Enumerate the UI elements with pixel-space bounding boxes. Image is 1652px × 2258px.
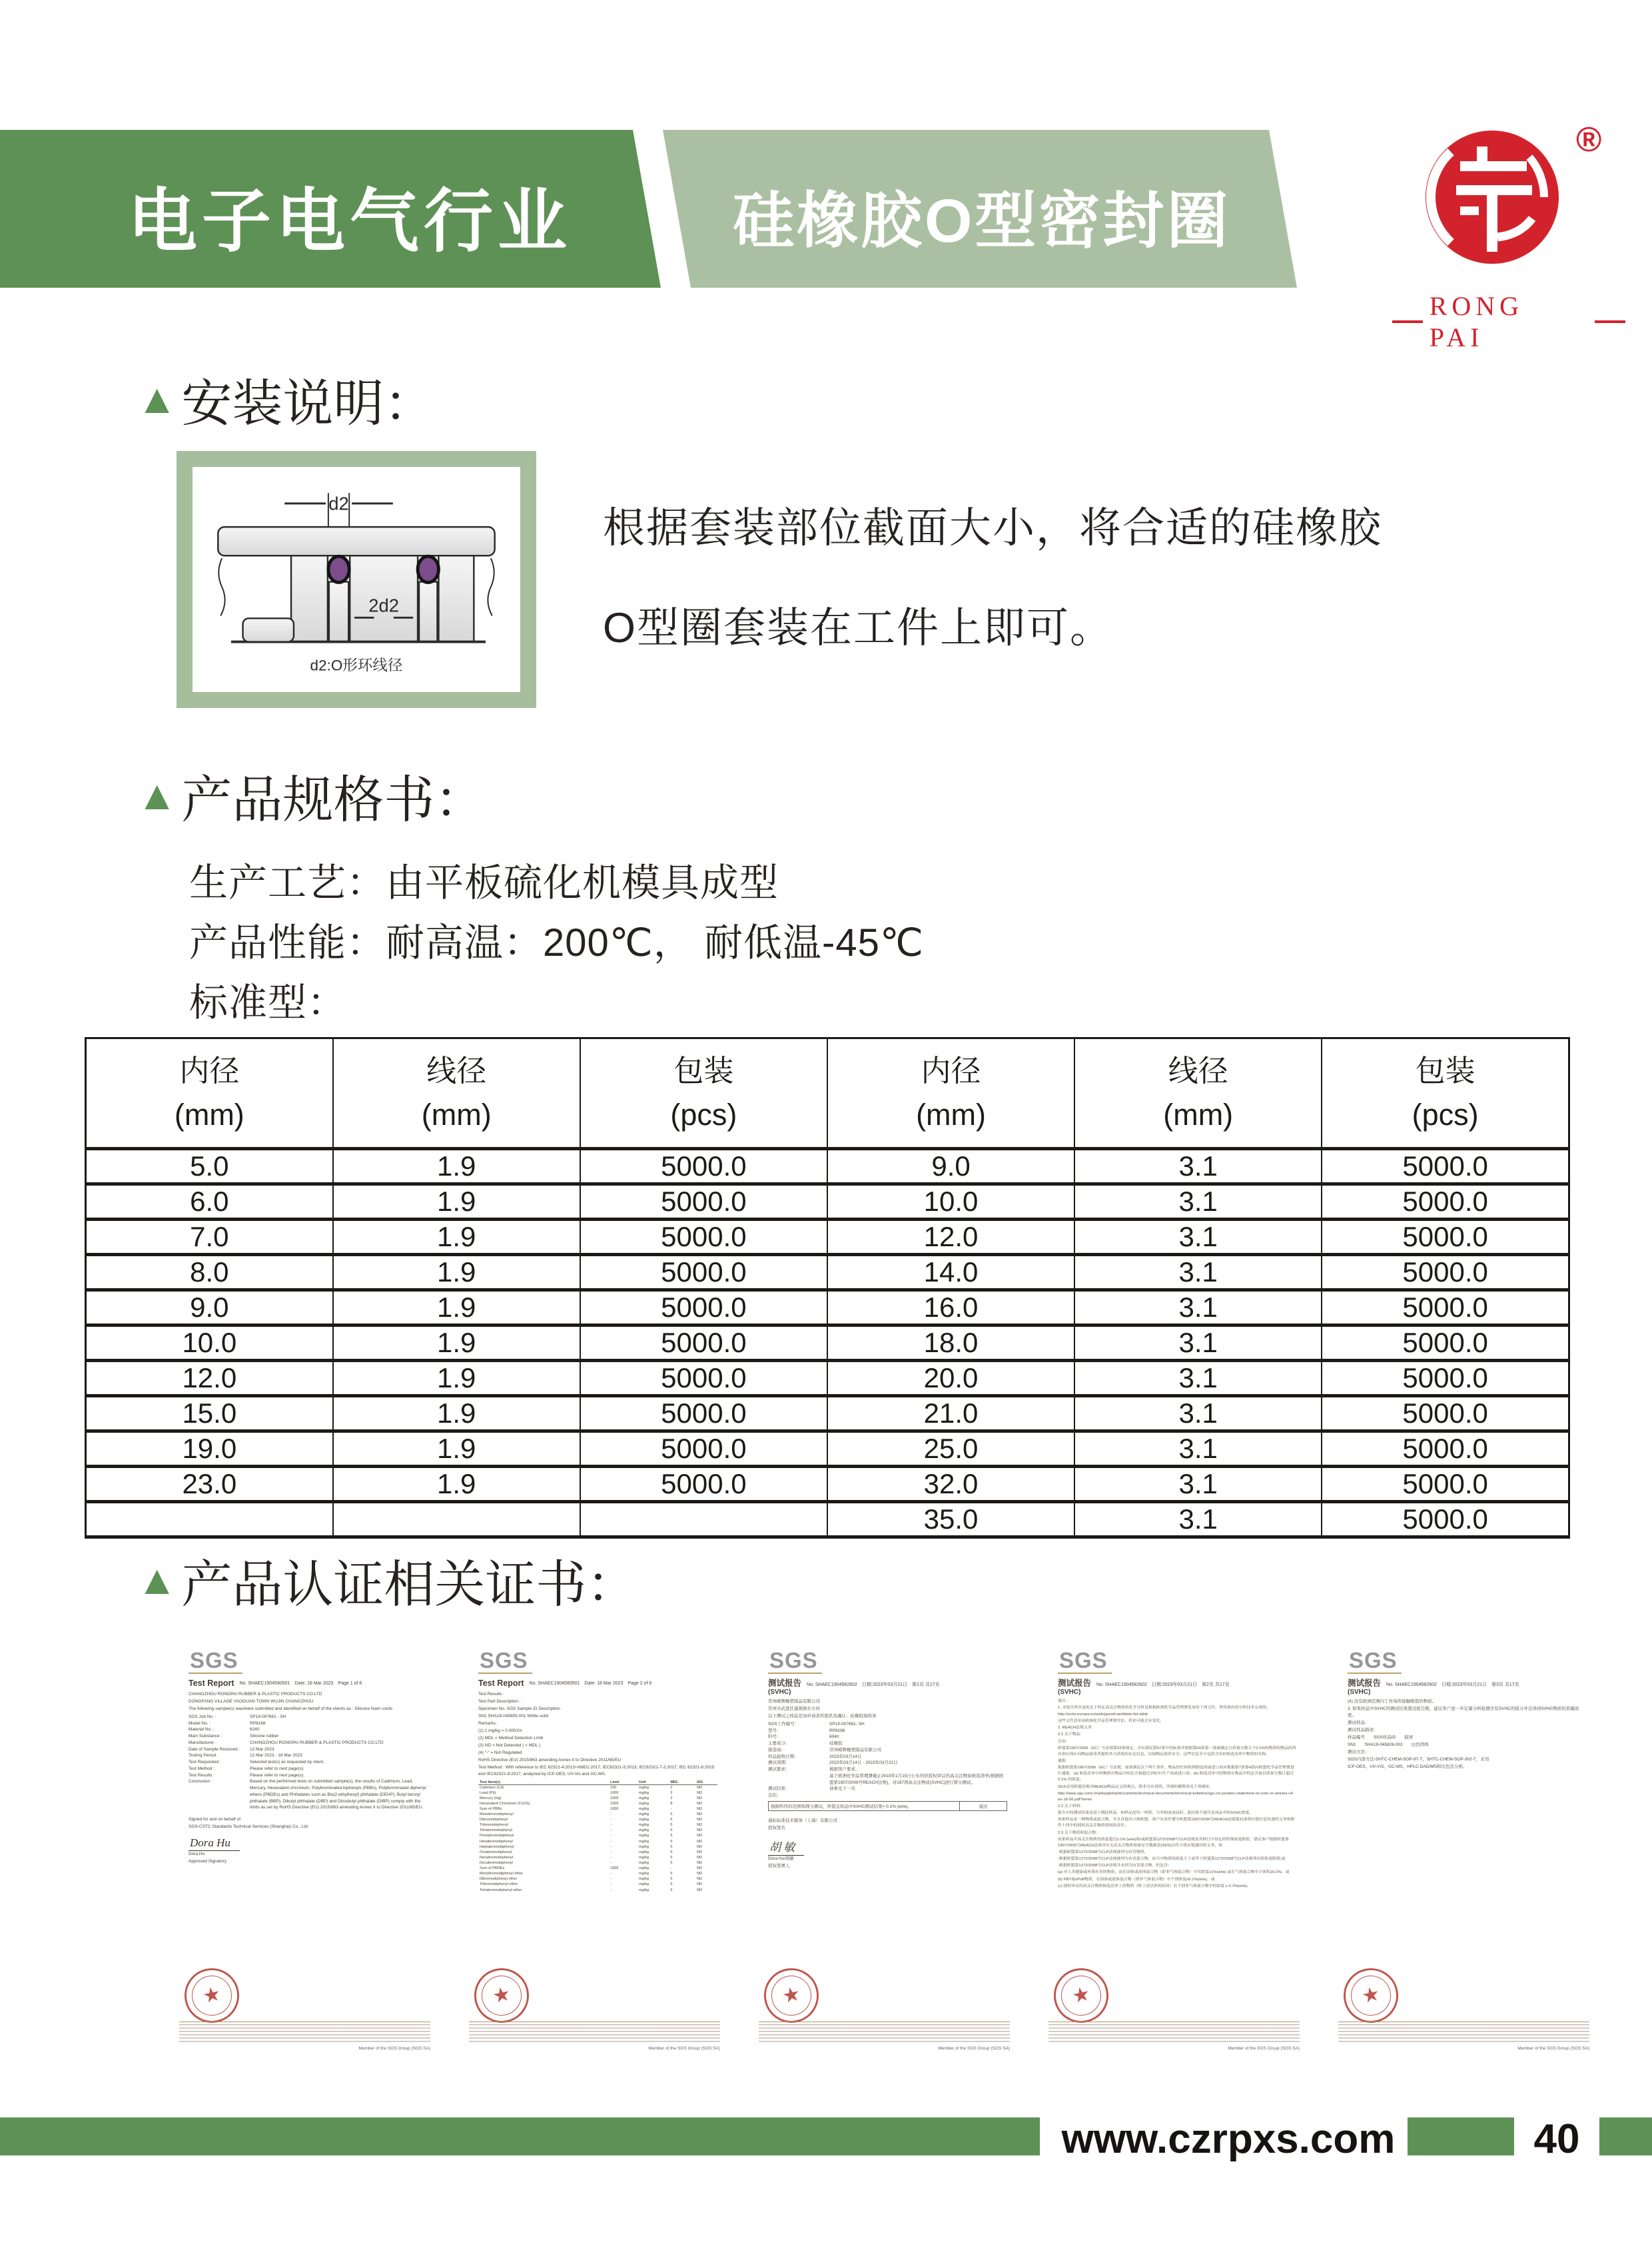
cert-text-line: 样品编号 SGS样品ID 描述 [1348, 1735, 1414, 1740]
brand-dash-right [1595, 320, 1625, 323]
cert-result-row: Monobromobiphenyl - mg/kg 5 ND [480, 1812, 703, 1817]
col-header-packing: 包装 (pcs) [1322, 1038, 1569, 1149]
cell-wire-diameter: 1.9 [333, 1467, 580, 1502]
cell-inner-diameter: 15.0 [182, 1397, 237, 1429]
cert-result-row: Decabromobiphenyl - mg/kg 5 ND [480, 1861, 703, 1866]
red-company-stamp-icon: ★ [1048, 1963, 1113, 2028]
spec-section-title [137, 759, 485, 832]
cert-text-line: SN1 SHA19-045805.001 White solid [478, 1713, 549, 1718]
cert-field-row: 制造商： 常州嵘牌橡塑制品有限公司 [768, 1747, 881, 1752]
cert-text-line: 备注： [1058, 1698, 1070, 1703]
certificate-sgs-test-report-p2 [460, 1645, 729, 2062]
footer-green-bar [0, 2117, 1040, 2155]
cert-text-line: SGS内部方法-SHTC-CHEM-SOP-97-T，SHTC-CHEM-SOP-302-T，采用 [1348, 1757, 1489, 1762]
cert-text-line: http://www.sgs.com/-/media/global/documents/technical-documents/technical-bulletins/sgs-crs-position-statement-on-svhc-in-articles-v4-en-16-06.pdf?la=en [1058, 1791, 1294, 1802]
cert-result-row: Monobromodiphenyl ether - mg/kg 5 ND [480, 1872, 703, 1876]
cert-result-row: Sum of PBDEs 1000 mg/kg - ND [480, 1866, 703, 1871]
cert-text-line: 测试方法： [1348, 1750, 1370, 1755]
cell-packing: 5000.0 [580, 1361, 827, 1396]
cert-text-line: DONGFANG VILLAGE YAOGUAN TOWN WUJIN CHANGZHOU [189, 1698, 314, 1704]
red-company-stamp-icon: ★ [179, 1963, 244, 2028]
cert-sign-for: 授权签名 [768, 1826, 785, 1830]
sgs-logo: SGS [189, 1649, 242, 1674]
cert-text-line: 通报： [1058, 1759, 1070, 1764]
cert-text-line: (4) "-" = Not Regulated [478, 1750, 522, 1756]
cert-field-row: 料号： 6040 [768, 1734, 839, 1740]
cert-footer [759, 2022, 1010, 2051]
cert-text-line: (b) PBT或vPvB物质，在固体或液体混合物（即非气体混合物）中个别浓度≥0.1%(w/w)，或 [1058, 1877, 1215, 1882]
cert-text-line: -根据欧盟第1272/2008号CLP法规并未列为有害混合物，但包含： [1058, 1864, 1172, 1868]
cert-text-line: Test Method : With reference to IEC 62321-4:2013+AMD1:2017, IEC62321-5:2013, IEC62321-7-2:2017, IEC 62321-6:2015 and IEC62321-8:2017, analyzed by ICP-OES, UV-Vis and GC-MS. [478, 1765, 715, 1777]
cell-packing: 5000.0 [580, 1255, 827, 1290]
cert-text-line: 报告中的测试结果是基于测试样品。如样品是均一材质，当其构成成品时，此结果不能代表成品中的SVHC浓度。 [1058, 1811, 1254, 1816]
cert-text-line: 1. 本报告所涉及的关于特定高关注物质的化学分析是根据欧洲化学品管理署发布的下列文件，利用现有的分析技术完成的。 [1058, 1705, 1270, 1710]
signature-handwriting: Dora Hu [189, 1836, 240, 1851]
certificate-svhc-report-p2 [1039, 1645, 1309, 2062]
cell-wire-diameter: 3.1 [1074, 1149, 1322, 1184]
cert-field-row: Test Method : Please refer to next page(s). [189, 1766, 305, 1771]
cert-text-line: Remarks : [478, 1721, 498, 1726]
page-number: 40 [1533, 2116, 1580, 2162]
diagram-caption: d2:O形环线径 [310, 657, 403, 674]
section-marker-triangle-icon: ▲ [137, 1557, 178, 1603]
sgs-member-line: Member of the SGS Group (SGS SA) [1228, 2046, 1300, 2051]
cert-result-row: Dibromobiphenyl - mg/kg 5 ND [480, 1818, 703, 1822]
cert-text-line: (c) 授权审议的高关注物质候选清单上的物质（除上述以外的原因）在个别非气体混合物中的浓度 ≥ 0.1%(w/w)。 [1058, 1884, 1251, 1888]
cert-field-row: Test Requested : Selected test(s) as requested by client. [189, 1760, 325, 1765]
cell-packing: 5000.0 [580, 1467, 827, 1502]
cert-meta: No. SHAEC1904582602 日期:2023年03月21日 第1页 共17页 [807, 1683, 940, 1687]
cell-packing: 5000.0 [580, 1184, 827, 1220]
cert-text-line: 常州市武进区遥观镇东方村 [768, 1706, 820, 1711]
cert-field-row: 总结： [768, 1793, 781, 1798]
cell-packing: 5000.0 [1322, 1361, 1569, 1396]
cert-field-row: 基于欧洲化学品管理署截止2019年1月15日公布的供授权审议的高关注物质候选清单(根据欧盟第1907/2006号REACH法规)，对197项高关注物质(SVHC)进行筛分测试。 [829, 1773, 1004, 1785]
install-title-text: 安装说明： [181, 376, 435, 432]
cell-inner-diameter: 6.0 [190, 1186, 229, 1217]
cell-inner-diameter: 23.0 [182, 1468, 237, 1499]
cell-inner-diameter: 9.0 [827, 1149, 1074, 1184]
cell-packing: 5000.0 [1322, 1467, 1569, 1502]
website-url: www.czrpxs.com [1061, 2116, 1396, 2162]
signature-handwriting: 胡 敏 [768, 1838, 804, 1856]
table-row [86, 1396, 1569, 1431]
cert-result-row: Heptabromobiphenyl - mg/kg 5 ND [480, 1844, 703, 1849]
cert-result-row: Sum of PBBs 1000 mg/kg - ND [480, 1806, 703, 1811]
cert-result-row: Cadmium (Cd) 100 mg/kg 2 ND [480, 1785, 703, 1790]
cert-text-line: (3) ND = Not Detected ( < MDL ) [478, 1743, 541, 1748]
table-header-row [86, 1038, 1569, 1149]
cert-text-line: 2.3 关于物质和混合物： [1058, 1830, 1100, 1835]
install-description-line2: O型圈套装在工件上即可。 [603, 605, 1114, 651]
cert-title: 测试报告 (SVHC) [1058, 1679, 1092, 1696]
sgs-logo: SGS [768, 1649, 822, 1674]
cert-meta: No. SHAEC1904580501 Date: 18 Mar 2023 Page 2 of 6 [529, 1681, 652, 1686]
cell-wire-diameter: 1.9 [333, 1255, 580, 1290]
cert-text-line: (4) 没有欧洲范围内工作场所接触限值的物质。 [1348, 1698, 1437, 1704]
cert-result-row: Tetrabromobiphenyl - mg/kg 5 ND [480, 1828, 703, 1833]
cert-text-line: 2. REACH法规义务： [1058, 1726, 1096, 1730]
cert-field-row: SGS Job No. : SP19-007661 - SH [189, 1714, 286, 1719]
spec-process-line: 生产工艺：由平板硫化机模具成型 [189, 861, 779, 905]
cell-wire-diameter: 3.1 [1074, 1467, 1322, 1502]
cert-footer [1048, 2022, 1300, 2051]
cert-conclusion-box: 根据所作的范围和筛分测试，所提交样品中SVHC测试结果< 0.1% (w/w)。 通过 [768, 1801, 1007, 1811]
cert-result-row: Octabromobiphenyl - mg/kg 5 ND [480, 1850, 703, 1854]
cert-text-line: Test Part Description : [478, 1698, 521, 1704]
red-company-stamp-icon: ★ [1338, 1963, 1403, 2028]
install-diagram-frame [177, 451, 536, 708]
cert-text-line: 如果样品中高关注物质的浓度超过0.1% (w/w)和/或欧盟第1272/2008号CLP法规及其修订中设定的特殊浓度限值，建议客户根据欧盟第1907/2006号REACH法规对有关高关注物质准备安全数据表(SDS)以符合供应链通信的义务，如 [1058, 1837, 1289, 1848]
cert-text-line: ICP-OES、UV-VIS、GC-MS、HPLC-DAD/MS和比色法分析。 [1348, 1764, 1467, 1770]
cell-inner-diameter: 14.0 [827, 1255, 1074, 1290]
spec-standard-line: 标准型： [189, 981, 347, 1024]
cert-text-line: (1) 1 mg/kg = 0.0001% [478, 1728, 522, 1734]
cell-packing: 5000.0 [580, 1290, 827, 1325]
table-row [86, 1467, 1569, 1502]
cell-inner-diameter: 10.0 [182, 1327, 237, 1358]
cert-result-row: Nonabromobiphenyl - mg/kg 5 ND [480, 1855, 703, 1860]
registered-trademark-icon: ® [1576, 121, 1602, 159]
cell-wire-diameter: 1.9 [333, 1396, 580, 1431]
cert-text-line: 3. 如果样品中SVHC的测试结果超过报告限，建议客户进一步定量分析检测含有SVHC的组分并且得到SVHC物质的准确浓度。 [1348, 1706, 1579, 1718]
cert-signer-title: 授权签署人 [768, 1864, 790, 1869]
cell-packing: 5000.0 [1322, 1502, 1569, 1537]
svg-text:2d2: 2d2 [368, 595, 400, 616]
cert-signer-name: Dora Hu/胡敏 [768, 1856, 795, 1862]
cell-packing: 5000.0 [1322, 1431, 1569, 1467]
cell-packing: 5000.0 [580, 1431, 827, 1467]
cert-text-line: The following sample(s) was/were submitted and identified on behalf of the clients as : Silicone foam cords [189, 1706, 393, 1711]
cert-field-row: 型号： RP8188 [768, 1728, 845, 1733]
cert-field-row: Date of Sample Received : 12 Mar 2023 [189, 1746, 274, 1752]
cert-text-line: 测试样品： [1348, 1720, 1370, 1725]
cell-packing: 5000.0 [580, 1325, 827, 1361]
sgs-member-line: Member of the SGS Group (SGS SA) [358, 2046, 430, 2051]
cert-field-row: 主要成分： 硅橡胶 [768, 1741, 843, 1746]
cert-results-table: Test Item(s) Limit Unit MDL 001 Cadmium (Cd) 100 mg/kg 2 ND Lead (Pb) 1000 mg/kg 2 ND Mercury (Hg) 1000 mg/kg 2 ND Hexavalent Chromium (Cr(VI)) 1000 mg/kg 8 ND Sum of PBBs 1000 mg/kg - ND Monobromobiphenyl - mg/kg 5 ND Dibromobiphenyl - mg/kg 5 ND Tribromobiphenyl - mg/kg 5 ND Tetrabromobiphenyl - mg/kg 5 ND Pentabromobiphenyl - mg/kg 5 ND Hexabromobiphenyl - mg/kg 5 ND Heptabromobiphenyl - mg/kg 5 ND Octabromobiphenyl - mg/kg 5 ND Nonabromobiphenyl - mg/kg 5 ND Decabromobiphenyl - mg/kg 5 ND Sum of PBDEs 1000 mg/kg - ND Monobromodiphenyl ether - mg/kg 5 ND Dibromodiphenyl ether - mg/kg 5 ND Tribromodiphenyl ether - mg/kg 5 ND Tetrabromodiphenyl ether - mg/kg 5 ND [478, 1780, 717, 1893]
cell-packing: 5000.0 [1322, 1184, 1569, 1220]
certificate-svhc-report-p1 [749, 1645, 1019, 2062]
cert-text-line: (2) MDL = Method Detection Limit [478, 1736, 544, 1741]
sgs-member-line: Member of the SGS Group (SGS SA) [1517, 2046, 1589, 2051]
cert-text-line: Test Results : [478, 1691, 505, 1696]
cert-footer [469, 2022, 720, 2051]
cell-wire-diameter: 3.1 [1074, 1220, 1322, 1255]
certificate-svhc-report-p3 [1329, 1645, 1599, 2062]
footer-green-edge-block [1599, 2117, 1652, 2155]
cert-footer [179, 2022, 430, 2051]
cert-text-line: -根据欧盟第1272/2008号CLP法规被列为有害物质， [1058, 1850, 1148, 1854]
cert-footer-fineprint [759, 2024, 1010, 2044]
cert-meta: No. SHAEC1904580501 Date: 18 Mar 2023 Page 1 of 6 [239, 1681, 362, 1686]
cert-text-line: -根据欧盟第1272/2008号CLP法规被列为有害混合物，而当中物质的浓度大于或等于欧盟第1272/2008号CLP法规列出的浓度限值;或 [1058, 1857, 1286, 1862]
section-marker-triangle-icon: ▲ [137, 376, 178, 422]
cell-wire-diameter [333, 1502, 580, 1537]
cert-result-row: Mercury (Hg) 1000 mg/kg 2 ND [480, 1796, 703, 1800]
cell-wire-diameter: 3.1 [1074, 1290, 1322, 1325]
cert-text-line: RoHS Directive (EU) 2015/863 amending Annex II to Directive 2011/65/EU [478, 1758, 621, 1763]
col-header-packing: 包装 (pcs) [580, 1038, 827, 1149]
cell-inner-diameter: 21.0 [827, 1396, 1074, 1431]
cert-text-line: SN1 SHA19-045826.002 白色固体 [1348, 1742, 1429, 1748]
table-row [86, 1325, 1569, 1361]
sgs-member-line: Member of the SGS Group (SGS SA) [938, 2046, 1010, 2051]
install-section-title [137, 363, 434, 436]
table-row [86, 1184, 1569, 1220]
cert-sign-company: 通标标准技术服务（上海）有限公司 [768, 1818, 837, 1823]
cert-text-line: 以下测试之样品是由申请者所提供及确认：硅橡胶海绵条 [768, 1713, 877, 1718]
cell-wire-diameter: 3.1 [1074, 1325, 1322, 1361]
rongpai-logo-mark-icon [1412, 119, 1572, 278]
cell-packing: 5000.0 [1322, 1149, 1569, 1184]
sgs-logo: SGS [1058, 1649, 1112, 1674]
cert-title: 测试报告 (SVHC) [768, 1679, 802, 1696]
cell-packing: 5000.0 [1322, 1220, 1569, 1255]
table-row [86, 1431, 1569, 1467]
cell-inner-diameter: 12.0 [182, 1362, 237, 1393]
sgs-logo: SGS [478, 1649, 532, 1674]
oring-cross-section-diagram [193, 467, 520, 692]
install-diagram [193, 467, 520, 692]
sgs-logo: SGS [1348, 1649, 1402, 1674]
footer-green-block [1408, 2117, 1514, 2155]
brand-name: RONG PAI [1429, 291, 1524, 352]
install-description-line1: 根据套装部位截面大小，将合适的硅橡胶 [603, 505, 1382, 552]
certs-section-title [137, 1544, 637, 1617]
cell-wire-diameter: 3.1 [1074, 1396, 1322, 1431]
cell-inner-diameter: 25.0 [827, 1431, 1074, 1467]
cell-wire-diameter: 1.9 [333, 1361, 580, 1396]
cert-result-row: Tribromodiphenyl ether - mg/kg 5 ND [480, 1882, 703, 1887]
cert-result-row: Hexabromobiphenyl - mg/kg 5 ND [480, 1839, 703, 1844]
cert-result-row: Tetrabromodiphenyl ether - mg/kg 5 ND [480, 1888, 703, 1892]
cert-text-line: 测试样品描述： [1348, 1728, 1378, 1732]
cert-footer-fineprint [179, 2024, 430, 2044]
cell-inner-diameter: 18.0 [827, 1325, 1074, 1361]
cert-field-row: 测试结果： 请参见下一页 [768, 1786, 855, 1792]
cell-wire-diameter: 1.9 [333, 1149, 580, 1184]
cell-inner-diameter: 9.0 [190, 1292, 229, 1323]
table-row [86, 1361, 1569, 1396]
cell-inner-diameter: 19.0 [182, 1433, 237, 1464]
cell-inner-diameter: 8.0 [190, 1256, 229, 1288]
col-header-inner-diameter: 内径 (mm) [827, 1038, 1074, 1149]
cert-field-row: Model No. : RP8168 [189, 1720, 266, 1726]
table-row [86, 1149, 1569, 1184]
cert-field-row: 样品接收日期： 2023年03月14日 [768, 1754, 862, 1759]
cert-footer-fineprint [469, 2024, 720, 2044]
product-title: 硅橡胶O型密封圈 [733, 187, 1231, 255]
cell-packing: 5000.0 [1322, 1396, 1569, 1431]
cell-inner-diameter: 10.0 [827, 1184, 1074, 1220]
red-company-stamp-icon: ★ [469, 1963, 534, 2028]
cert-field-row: Main Substance : Silicone rubber [189, 1734, 279, 1739]
cell-packing: 5000.0 [580, 1220, 827, 1255]
cert-text-line: CHANGZHOU RONGPAI RUBBER & PLASTIC PRODUCTS CO.LTD [189, 1691, 322, 1696]
spec-performance-line: 产品性能：耐高温：200℃， 耐低温-45℃ [189, 921, 924, 964]
cert-text-line: Specimen No. SGS Sample ID Description [478, 1706, 560, 1711]
cert-field-row: 测试周期： 2023年03月14日 - 2023年03月21日 [768, 1760, 898, 1766]
cert-title: Test Report [189, 1679, 234, 1688]
col-header-wire-diameter: 线径 (mm) [1074, 1038, 1322, 1149]
cert-text-line: 这些文件清单由欧洲化学品管理署评估，将来可能会有变化。 [1058, 1719, 1164, 1724]
cert-field-row: Conclusion : Based on the performed tests on submitted sample(s), the results of Cadmium, Lead, Mercury, Hexavalent chromium, Polybrominated biphenyls (PBBs), Polybrominated diphenyl ethers (PBDEs) and Phthalates such as Bis(2-ethylhexyl) phthalate (DEHP), Butyl benzyl phthalate (BBP), Dibutyl phthalate (DBP) and Diisobutyl phthalate (DIBP) comply with the limits as set by RoHS Directive (EU) 2015/863 amending Annex II to Directive 2011/65/EU. [189, 1779, 426, 1810]
cert-text-line: http://echa.europa.eu/web/guest/candidate-list-table [1058, 1712, 1148, 1717]
cert-result-row: Lead (Pb) 1000 mg/kg 2 ND [480, 1790, 703, 1795]
cert-sign-for: Signed for and on behalf of [189, 1817, 241, 1822]
cell-wire-diameter: 3.1 [1074, 1255, 1322, 1290]
cert-field-row: 测试要求： 根据客户要求。 [768, 1767, 860, 1772]
cert-text-line: 根据欧盟第1907/2006（EC）号法规，如果满足以下两个条件，物品的任何欧洲制造商或进口商应根据第7条第4款向欧盟化学品管理署进行通报：(a) 候选清单中的物质在物品中的总含量超过1吨/年/生产商或进口商；(b) 候选清单中的物质在物品中的总含量以质量分数计超过 0.1% 的浓度。 [1058, 1766, 1294, 1782]
certificate-sgs-test-report-p1 [170, 1645, 440, 2062]
cert-title: 测试报告 (SVHC) [1348, 1679, 1382, 1696]
cert-title: Test Report [478, 1679, 524, 1688]
sgs-member-line: Member of the SGS Group (SGS SA) [648, 2046, 720, 2051]
industry-title: 电子电气行业 [128, 183, 572, 260]
spec-title-text: 产品规格书： [181, 772, 486, 829]
cert-signer-name: Dora Hu [189, 1852, 205, 1857]
cell-inner-diameter: 35.0 [827, 1502, 1074, 1537]
cell-wire-diameter: 3.1 [1074, 1431, 1322, 1467]
cert-field-row: Manufacturer : CHANGZHOU RONGPAI RUBBER & PLASTIC PRODUCTS CO.LTD [189, 1740, 384, 1745]
cert-text-line: 如果样品是一种物质或混合物，并且直接出口到欧盟，客户有责任遵守欧盟第1907/2006号REACH法规第31条供应链信息传递的义务和附件十四中的授权高关注物质授权的责任。 [1058, 1818, 1295, 1828]
cert-text-line: SGS采用欧盟法规对REACH物品定义的观点，除非另有说明。详细的解释请见下列网址： [1058, 1784, 1214, 1789]
cell-wire-diameter: 3.1 [1074, 1502, 1322, 1537]
cell-inner-diameter: 16.0 [827, 1290, 1074, 1325]
cell-inner-diameter: 5.0 [190, 1150, 229, 1182]
cert-meta: No. SHAEC1904582602 日期:2023年03月21日 第3页 共17页 [1386, 1683, 1519, 1687]
cell-wire-diameter: 1.9 [333, 1325, 580, 1361]
cert-result-row: Dibromodiphenyl ether - mg/kg 5 ND [480, 1877, 703, 1882]
cell-packing: 5000.0 [580, 1149, 827, 1184]
certs-title-text: 产品认证相关证书： [181, 1557, 637, 1613]
cell-inner-diameter: 12.0 [827, 1220, 1074, 1255]
cert-text-line: 2.2 关于材料： [1058, 1804, 1084, 1808]
cell-packing: 5000.0 [1322, 1325, 1569, 1361]
rongpai-logo [1392, 119, 1625, 352]
cert-result-row: Pentabromobiphenyl - mg/kg 5 ND [480, 1834, 703, 1838]
cell-inner-diameter: 32.0 [827, 1467, 1074, 1502]
cell-inner-diameter [86, 1502, 333, 1537]
cert-footer-fineprint [1048, 2024, 1300, 2044]
cell-wire-diameter: 3.1 [1074, 1361, 1322, 1396]
cell-packing [580, 1502, 827, 1537]
cert-text-line: 欧盟第1907/2006（EC）号法规第33条规定，含有满足第57条中的标准并根据第59条第一款被确定且质量分数大于0.1%的物质的物品的所有供应商应向物品接受者提供其可获取的充足信息，以保物品使用安全。这些信息至少包括含有的候选清单中物质的名称。 [1058, 1746, 1296, 1756]
brand-dash-left [1392, 320, 1423, 323]
cell-wire-diameter: 1.9 [333, 1431, 580, 1467]
svg-text:d2: d2 [328, 493, 349, 514]
cert-footer-fineprint [1338, 2024, 1589, 2044]
col-header-inner-diameter: 内径 (mm) [174, 1054, 244, 1132]
cert-field-row: Material No. : 6240 [189, 1727, 260, 1732]
cell-wire-diameter: 1.9 [333, 1220, 580, 1255]
cert-footer [1338, 2022, 1589, 2051]
cert-text-line: 告知： [1058, 1739, 1070, 1744]
cell-wire-diameter: 1.9 [333, 1184, 580, 1220]
cert-field-row: SGS工作编号： SP19-007661- SH [768, 1721, 865, 1726]
cell-packing: 5000.0 [1322, 1255, 1569, 1290]
cert-signer-title: Approved Signatory [189, 1859, 227, 1864]
cert-meta: No. SHAEC1904582602 日期:2023年03月21日 第2页 共17页 [1096, 1683, 1230, 1687]
cert-field-row: Test Results : Please refer to next page(s). [189, 1772, 305, 1778]
cert-sign-company: SGS-CSTC Standards Technical Services (Shanghai) Co., Ltd. [189, 1824, 309, 1830]
table-row [86, 1502, 1569, 1537]
col-header-wire-diameter: 线径 (mm) [333, 1038, 580, 1149]
cert-text-line: 2.1 关于物品： [1058, 1732, 1084, 1737]
cell-wire-diameter: 3.1 [1074, 1184, 1322, 1220]
cert-result-row: Tribromobiphenyl - mg/kg 5 ND [480, 1823, 703, 1828]
cert-text-line: 常州嵘牌橡塑制品有限公司 [768, 1698, 820, 1704]
size-spec-table [85, 1037, 1570, 1539]
red-company-stamp-icon: ★ [759, 1963, 823, 2028]
cell-packing: 5000.0 [1322, 1290, 1569, 1325]
table-row [86, 1220, 1569, 1255]
table-row [86, 1290, 1569, 1325]
cert-field-row: Testing Period : 12 Mar 2023 - 18 Mar 2023 [189, 1753, 302, 1758]
cert-text-line: (a) 对人类健康或环境有害的物质，而在固体或液体混合物（即非气体混合物）中其浓度≥1%(w/w) 或在气体混合物中占体积≥0.2%，或 [1058, 1870, 1290, 1875]
cert-result-row: Hexavalent Chromium (Cr(VI)) 1000 mg/kg 8 ND [480, 1801, 703, 1806]
cell-inner-diameter: 20.0 [827, 1361, 1074, 1396]
cell-packing: 5000.0 [580, 1396, 827, 1431]
cell-wire-diameter: 1.9 [333, 1290, 580, 1325]
cell-inner-diameter: 7.0 [190, 1221, 229, 1252]
section-marker-triangle-icon: ▲ [137, 772, 178, 819]
table-row [86, 1255, 1569, 1290]
